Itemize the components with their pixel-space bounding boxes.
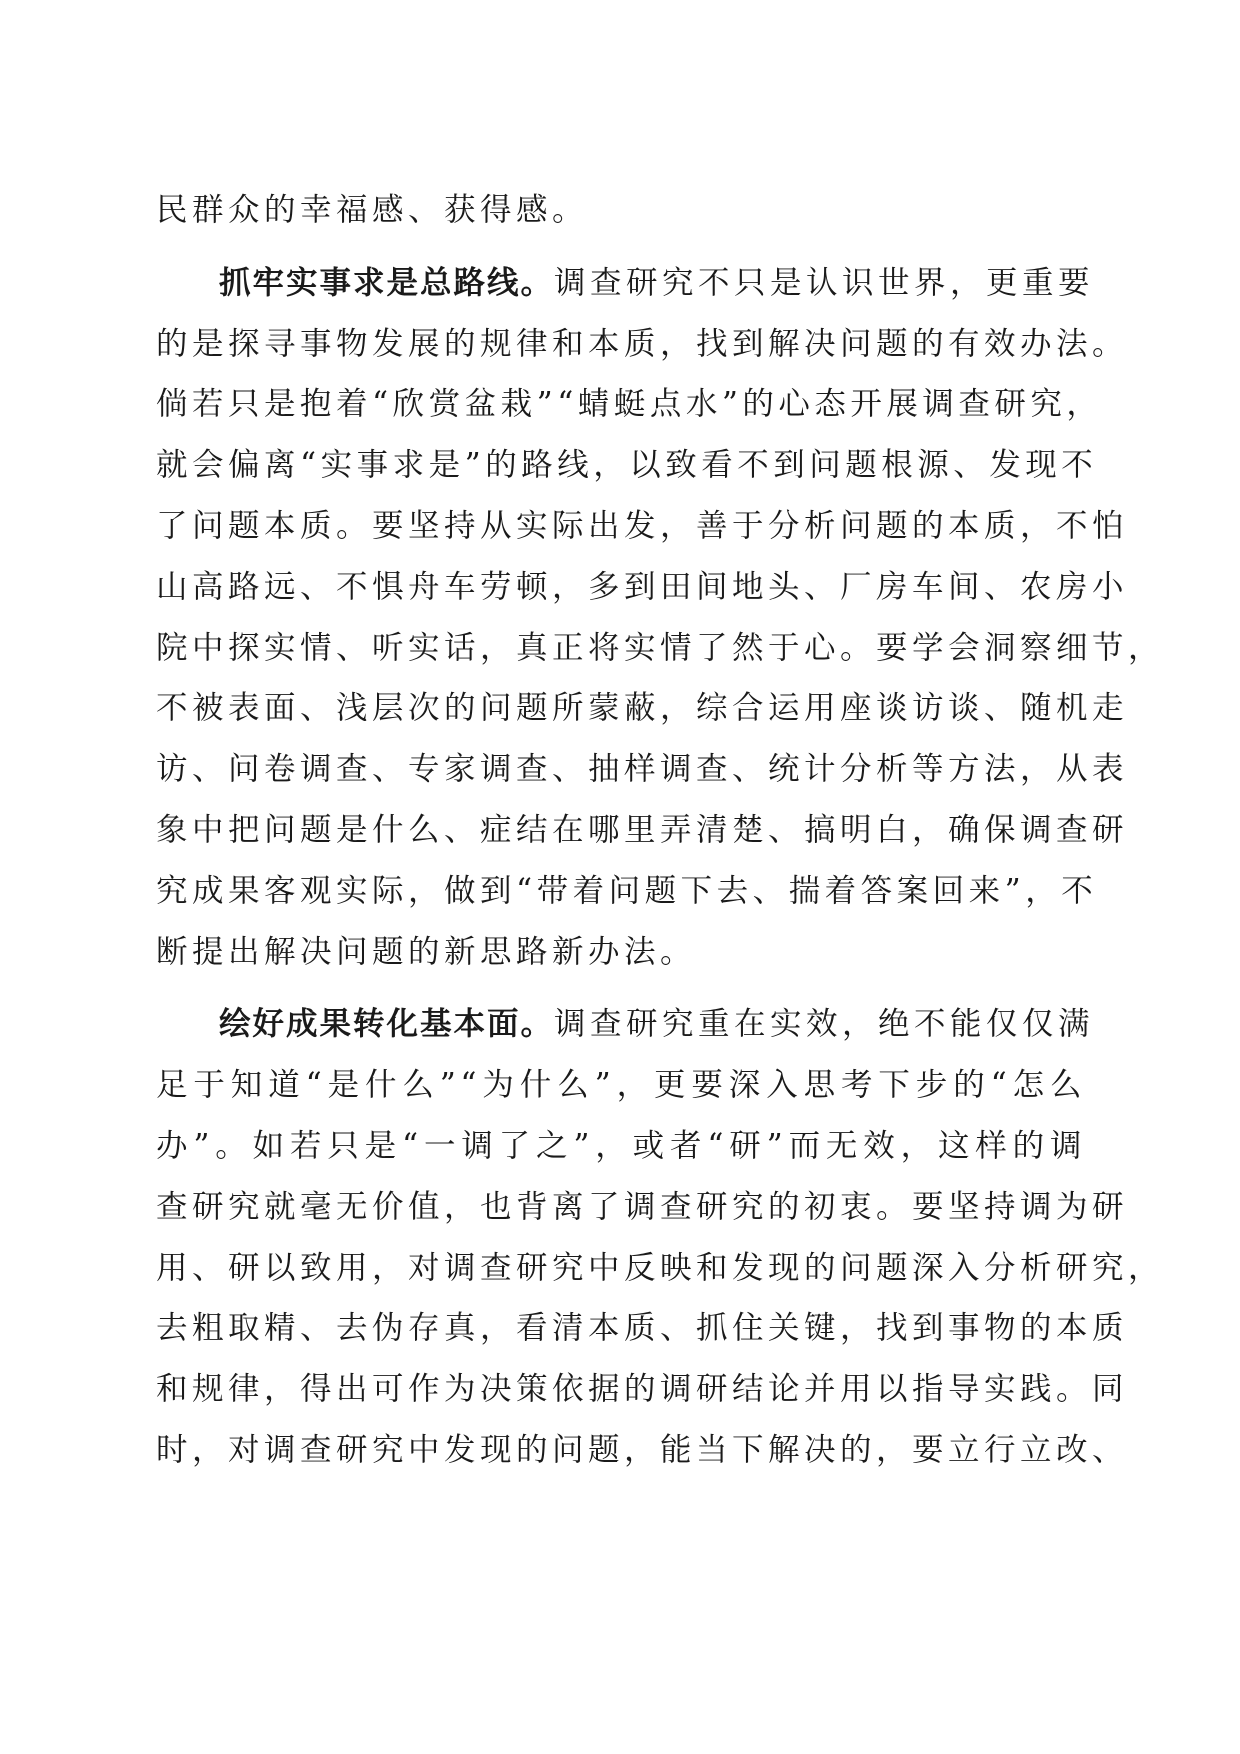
text-fragment: 调查研究重在实效，绝不能仅仅满 xyxy=(554,1006,1095,1043)
text-line: 不被表面、浅层次的问题所蒙蔽，综合运用座谈访谈、随机走 xyxy=(156,690,1129,727)
text-line: 断提出解决问题的新思路新办法。 xyxy=(156,933,697,970)
text-line: 用、研以致用，对调查研究中反映和发现的问题深入分析研究， xyxy=(156,1249,1165,1286)
text-line: 足于知道“是什么”“为什么”，更要深入思考下步的“怎么 xyxy=(156,1067,1086,1104)
section-first-line xyxy=(156,253,1095,314)
document-body xyxy=(156,180,1165,1481)
text-fragment: 调查研究不只是认识世界，更重要 xyxy=(554,264,1095,301)
text-line: 时，对调查研究中发现的问题，能当下解决的，要立行立改、 xyxy=(156,1431,1129,1468)
text-line: 办”。如若只是“一调了之”，或者“研”而无效，这样的调 xyxy=(156,1127,1086,1164)
text-line: 山高路远、不惧舟车劳顿，多到田间地头、厂房车间、农房小 xyxy=(156,568,1129,605)
text-line: 象中把问题是什么、症结在哪里弄清楚、搞明白，确保调查研 xyxy=(156,811,1129,848)
paragraph-gap xyxy=(156,982,1086,994)
text-line: 倘若只是抱着“欣赏盆栽”“蜻蜓点水”的心态开展调查研究， xyxy=(156,386,1103,423)
text-line: 去粗取精、去伪存真，看清本质、抓住关键，找到事物的本质 xyxy=(156,1310,1129,1347)
paragraph-gap xyxy=(156,241,1086,253)
text-line: 和规律，得出可作为决策依据的调研结论并用以指导实践。同 xyxy=(156,1371,1129,1408)
text-line: 的是探寻事物发展的规律和本质，找到解决问题的有效办法。 xyxy=(156,325,1129,362)
text-line: 院中探实情、听实话，真正将实情了然于心。要学会洞察细节， xyxy=(156,629,1165,666)
section-heading: 抓牢实事求是总路线。 xyxy=(219,264,555,301)
text-line: 究成果客观实际，做到“带着问题下去、揣着答案回来”，不 xyxy=(156,872,1098,909)
text-line: 访、问卷调查、专家调查、抽样调查、统计分析等方法，从表 xyxy=(156,751,1129,788)
text-line: 就会偏离“实事求是”的路线，以致看不到问题根源、发现不 xyxy=(156,447,1098,484)
text-line: 民群众的幸福感、获得感。 xyxy=(156,192,589,228)
text-line: 了问题本质。要坚持从实际出发，善于分析问题的本质，不怕 xyxy=(156,507,1129,544)
text-line: 查研究就毫无价值，也背离了调查研究的初衷。要坚持调为研 xyxy=(156,1188,1129,1225)
section-heading: 绘好成果转化基本面。 xyxy=(219,1006,555,1043)
section-first-line xyxy=(156,994,1095,1055)
